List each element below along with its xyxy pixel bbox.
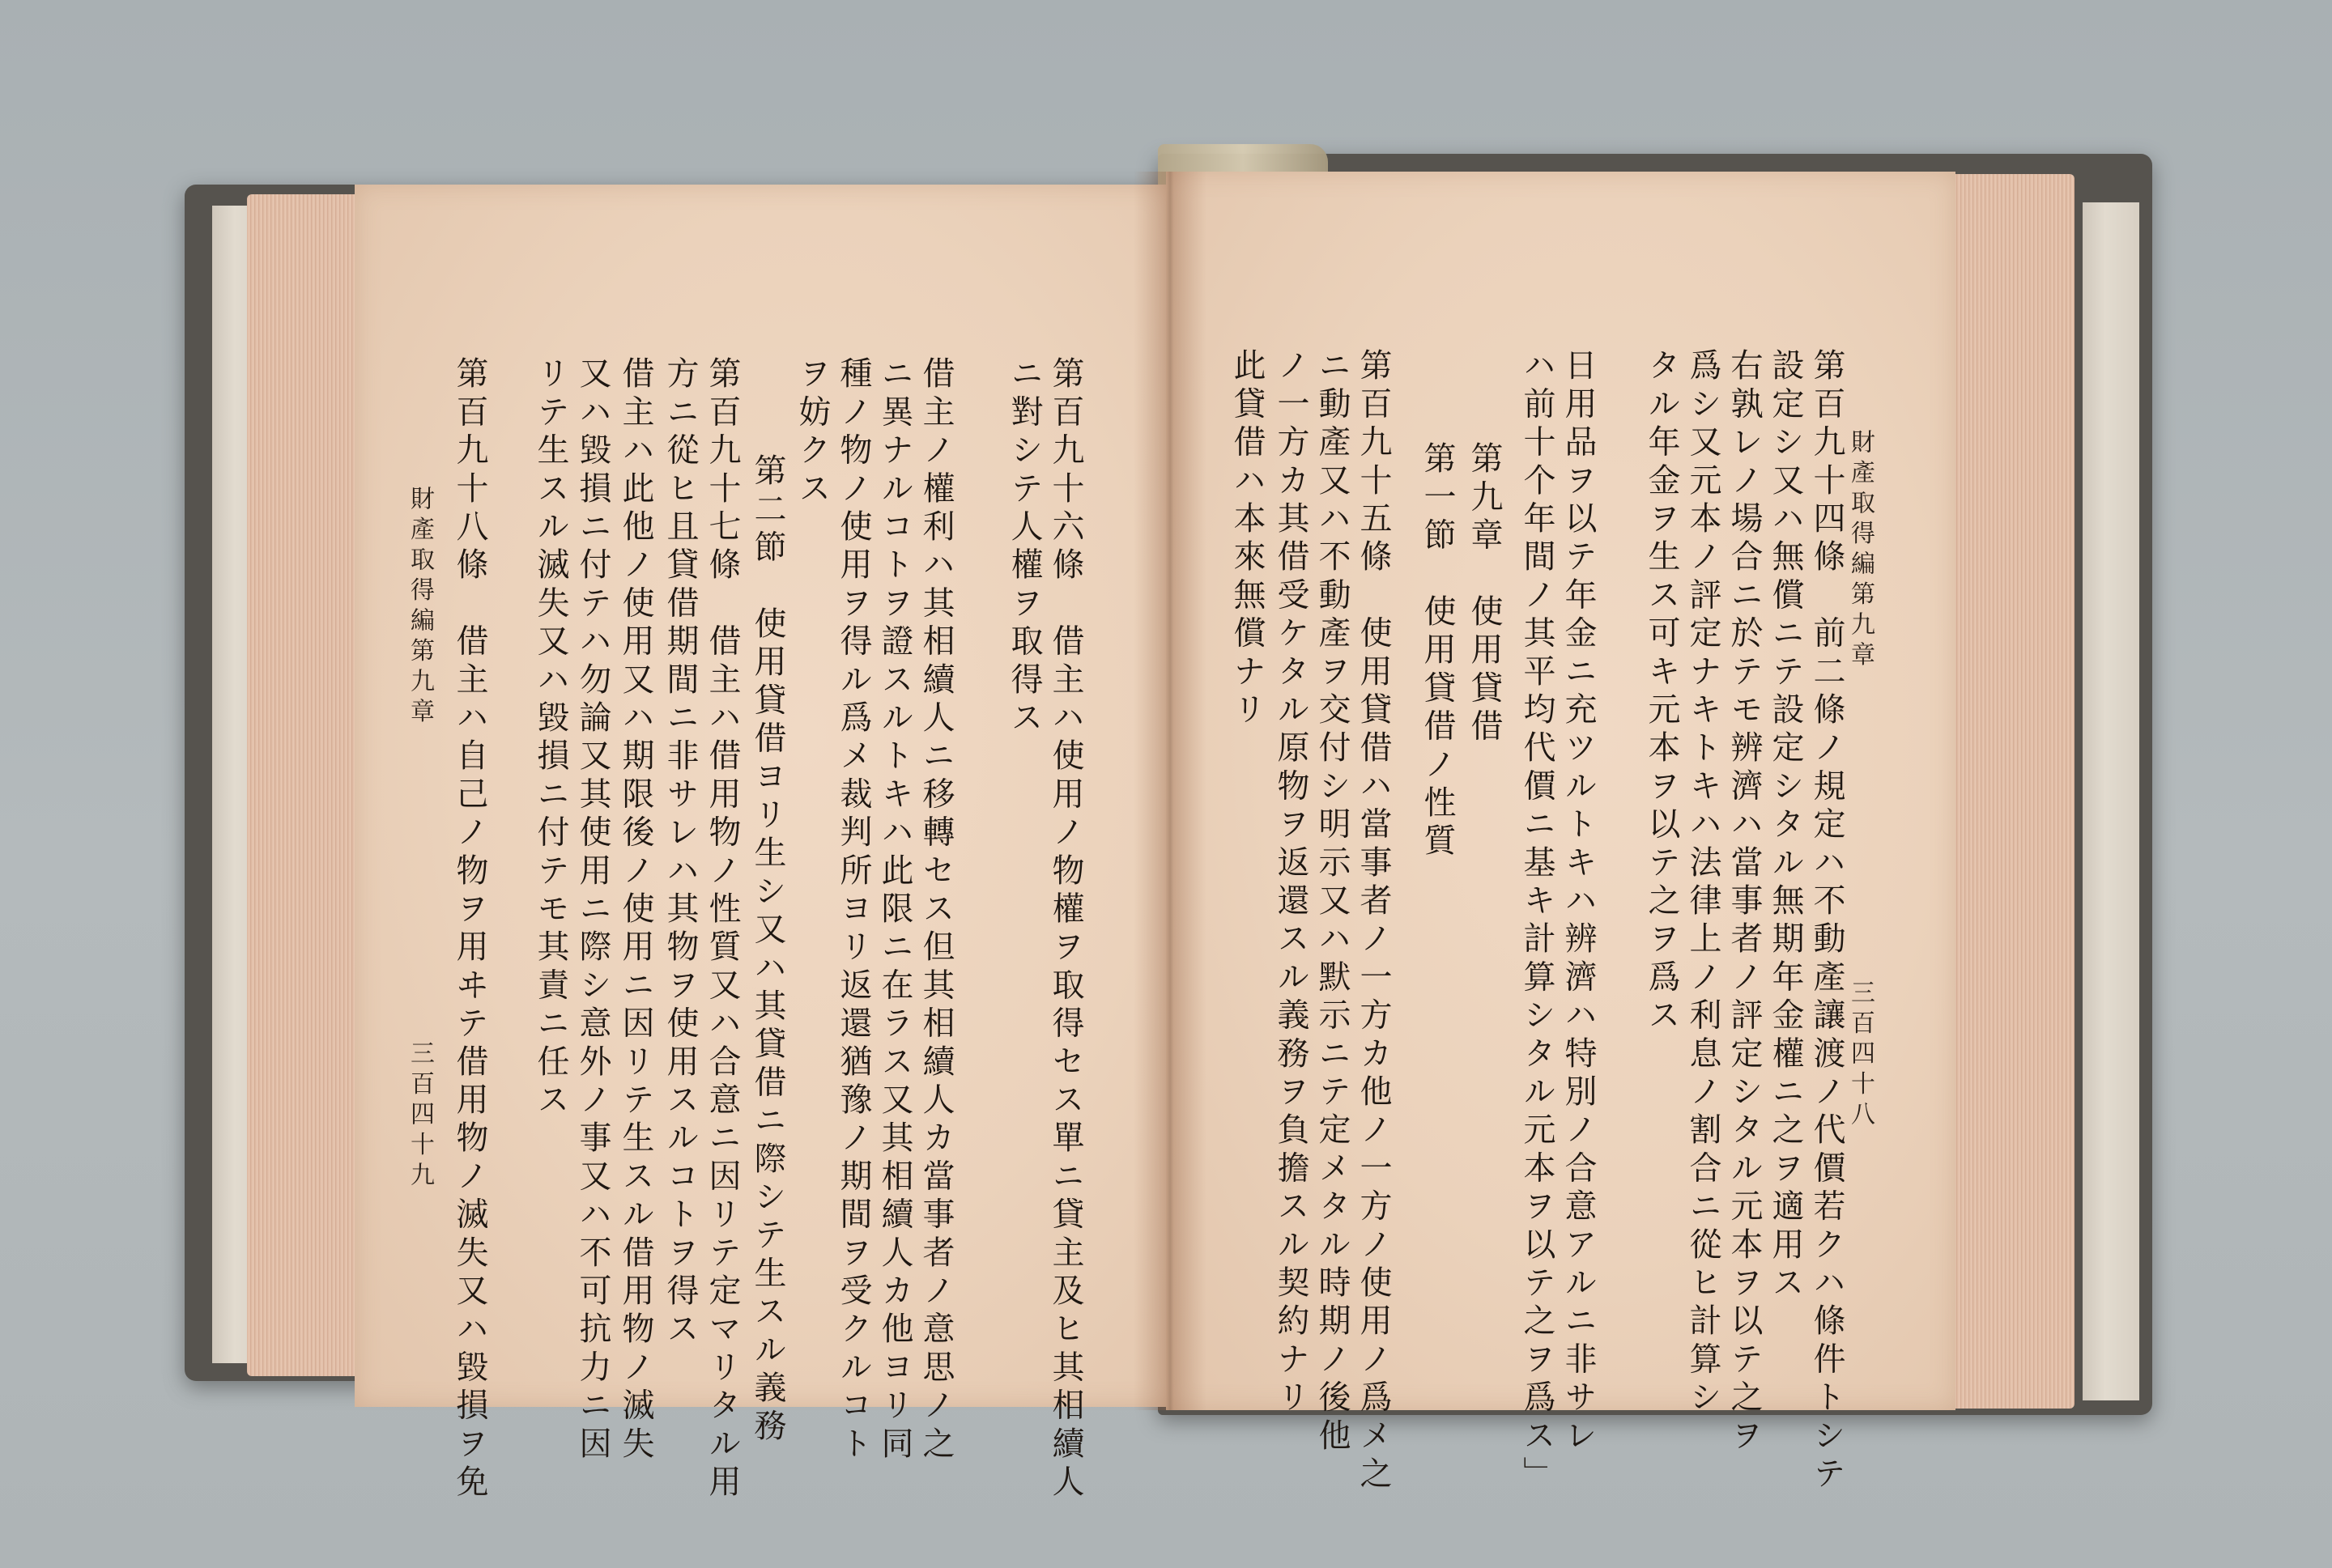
right-col-4: 爲シ又元本ノ評定ナキトキハ法律上ノ利息ノ割合ニ從ヒ計算シ xyxy=(1684,348,1721,1418)
page-stack-left xyxy=(247,194,356,1376)
left-col-9: 方ニ從ヒ且貸借期間ニ非サレハ其物ヲ使用スルコトヲ得ス xyxy=(662,356,699,1350)
left-col-5: 種ノ物ノ使用ヲ得ル爲メ裁判所ヨリ返還猶豫ノ期間ヲ受クルコト xyxy=(835,356,872,1464)
right-col-6: 日用品ヲ以テ年金ニ充ツルトキハ辨濟ハ特別ノ合意アルニ非サレ xyxy=(1560,348,1597,1456)
left-col-3: 借主ノ權利ハ其相續人ニ移轉セス但其相續人カ當事者ノ意思ノ之 xyxy=(917,356,955,1464)
right-col-9: 第一節 使用貸借ノ性質 xyxy=(1419,441,1456,862)
left-col-12: リテ生スル滅失又ハ毀損ニ付テモ其責ニ任ス xyxy=(532,356,569,1121)
left-col-2: ニ對シテ人權ヲ取得ス xyxy=(1006,356,1043,738)
left-col-1: 第百九十六條 借主ハ使用ノ物權ヲ取得セス單ニ貸主及ヒ其相續人 xyxy=(1047,356,1084,1502)
cover-board-right xyxy=(2083,202,2139,1400)
left-col-7: 第二節 使用貸借ヨリ生シ又ハ其貸借ニ際シテ生スル義務 xyxy=(749,453,786,1447)
book-gutter xyxy=(1134,172,1206,1410)
left-page-header: 財產取得編第九章 xyxy=(406,486,434,729)
right-col-12: ノ一方カ其借受ケタル原物ヲ返還スル義務ヲ負擔スル契約ナリ xyxy=(1272,348,1309,1418)
right-col-1: 第百九十四條 前二條ノ規定ハ不動產讓渡ノ代價若クハ條件トシテ xyxy=(1808,348,1845,1494)
left-page-number: 三百四十九 xyxy=(406,1040,434,1192)
left-col-13: 第百九十八條 借主ハ自己ノ物ヲ用ヰテ借用物ノ滅失又ハ毀損ヲ免 xyxy=(451,356,488,1502)
left-col-4: ニ異ナルコトヲ證スルトキハ此限ニ在ラス又其相續人カ他ヨリ同 xyxy=(876,356,913,1464)
right-page-number: 三百四十八 xyxy=(1846,979,1875,1132)
right-col-7: ハ前十个年間ノ其平均代價ニ基キ計算シタル元本ヲ以テ之ヲ爲ス」 xyxy=(1518,348,1555,1494)
left-col-6: ヲ妨クス xyxy=(794,356,831,509)
right-col-11: ニ動產又ハ不動產ヲ交付シ明示又ハ默示ニテ定メタル時期ノ後他 xyxy=(1313,348,1351,1456)
right-col-10: 第百九十五條 使用貸借ハ當事者ノ一方カ他ノ一方ノ使用ノ爲メ之 xyxy=(1355,348,1392,1494)
left-col-11: 又ハ毀損ニ付テハ勿論又其使用ニ際シ意外ノ事又ハ不可抗力ニ因 xyxy=(574,356,611,1464)
right-col-13: 此貸借ハ本來無償ナリ xyxy=(1228,348,1266,730)
right-page-header: 財產取得編第九章 xyxy=(1846,429,1875,672)
left-col-10: 借主ハ此他ノ使用又ハ期限後ノ使用ニ因リテ生スル借用物ノ滅失 xyxy=(617,356,654,1464)
right-col-2: 設定シ又ハ無償ニテ設定シタル無期年金權ニ之ヲ適用ス xyxy=(1767,348,1804,1303)
left-col-8: 第百九十七條 借主ハ借用物ノ性質又ハ合意ニ因リテ定マリタル用 xyxy=(704,356,741,1502)
page-stack-right xyxy=(1953,174,2075,1409)
right-col-5: タル年金ヲ生ス可キ元本ヲ以テ之ヲ爲ス xyxy=(1643,348,1680,1036)
right-col-8: 第九章 使用貸借 xyxy=(1466,441,1503,747)
right-col-3: 右孰レノ場合ニ於テモ辨濟ハ當事者ノ評定シタル元本ヲ以テ之ヲ xyxy=(1726,348,1763,1456)
